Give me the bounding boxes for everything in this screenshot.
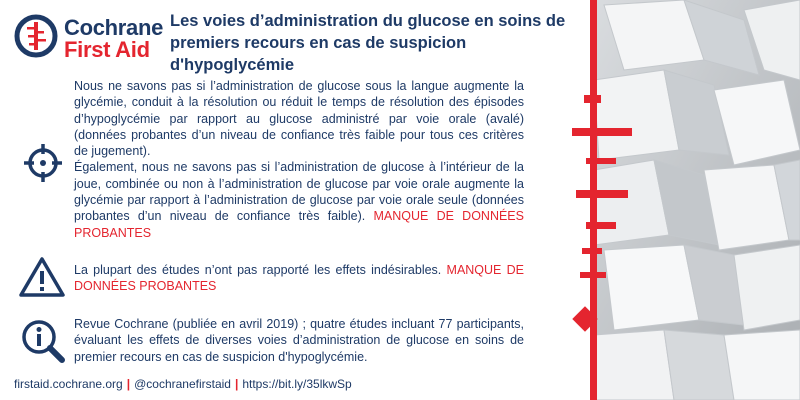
findings-paragraph-2 (74, 159, 524, 240)
harms-block (74, 262, 524, 295)
findings-paragraph-1: Nous ne savons pas si l’administration de glucose sous la langue augmente la glycémie, conduit à la résolution ou réduit le temps de résolution des épisodes d’hypoglycémie par rapport au glucose administré par voie orale (avalé) (données probantes d’un niveau de confiance très faible pour tous ces critères de jugement). (74, 79, 524, 159)
brand-line2: First Aid (64, 37, 150, 62)
findings-paragraph-2-text: Également, nous ne savons pas si l’administration de glucose à l’intérieur de la joue, combinée ou non à l’administration de glucose par voie orale augmente la glycémie par rapport à l’administration de glucose par voie orale seule (données probantes d’un niveau de confiance très faible). (74, 160, 524, 224)
magnifier-info-icon (20, 318, 66, 364)
cochrane-first-aid-logo (14, 12, 179, 62)
footer-short-link[interactable]: https://bit.ly/35lkwSp (242, 377, 352, 391)
harms-text: La plupart des études n’ont pas rapporté les effets indésirables. (74, 263, 442, 277)
footer-separator: | (234, 377, 239, 391)
brand-line1: Cochrane (64, 15, 164, 40)
decor-bar (586, 222, 616, 229)
cochrane-emblem-icon (14, 14, 58, 58)
decor-bar (586, 158, 616, 164)
findings-block (74, 78, 524, 241)
sugar-cubes-illustration (594, 0, 800, 400)
info-block: Revue Cochrane (publiée en avril 2019) ; quatre études incluant 77 participants, évaluant les effets de diverses voies d’administration de glucose en soins de premier recours en cas de suspicion d'hypoglycémie. (74, 317, 524, 364)
findings-evidence-flag: MANQUE DE DONNÉES PROBANTES (74, 209, 524, 240)
decor-bar (584, 95, 601, 103)
sugar-cubes-photo (594, 0, 800, 400)
harms-evidence-flag: MANQUE DE DONNÉES PROBANTES (74, 263, 524, 294)
page-title: Les voies d’administration du glucose en soins de premiers recours en cas de suspicion d'hypoglycémie (170, 12, 566, 74)
footer-site-link[interactable]: firstaid.cochrane.org (14, 377, 123, 391)
decor-bar (572, 128, 632, 136)
red-divider (590, 0, 597, 400)
footer-social-handle[interactable]: @cochranefirstaid (134, 377, 231, 391)
decor-bar (582, 248, 602, 254)
crosshair-target-icon (22, 142, 64, 184)
footer (14, 377, 352, 391)
footer-separator: | (126, 377, 131, 391)
decor-bar (576, 190, 628, 198)
decor-bar (580, 272, 606, 278)
warning-triangle-icon (18, 256, 66, 298)
